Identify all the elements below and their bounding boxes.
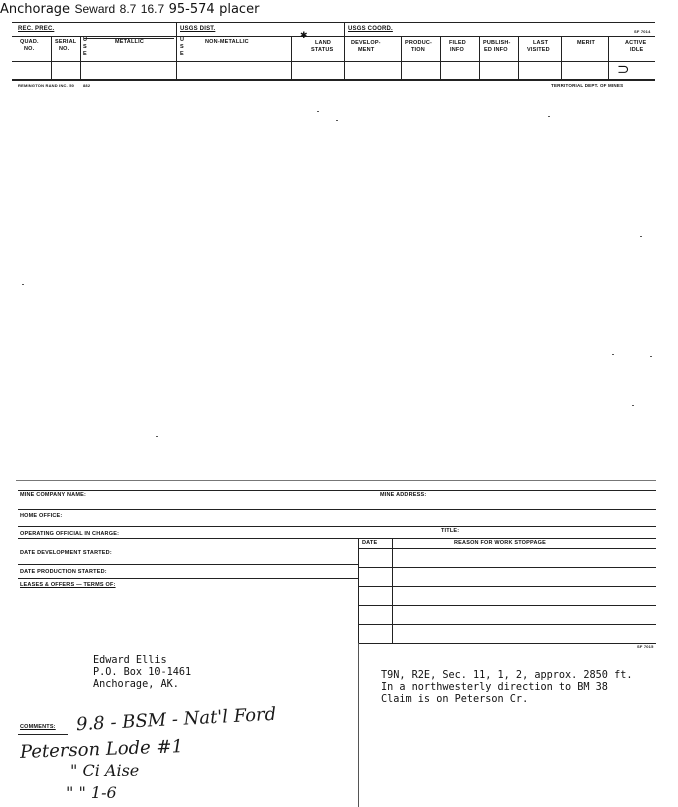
col-filed-2: INFO xyxy=(450,47,464,53)
rec-prec-label: REC. PREC. xyxy=(18,26,55,32)
col-quad: QUAD. xyxy=(20,39,39,45)
reason-col-label: REASON FOR WORK STOPPAGE xyxy=(454,540,546,546)
coord-b: 16.7 xyxy=(140,2,165,16)
col-metallic: METALLIC xyxy=(115,39,144,45)
col-use-b-3: E xyxy=(180,51,184,57)
owner-box: P.O. Box 10-1461 xyxy=(93,667,192,678)
divider xyxy=(358,605,656,606)
col-serial-no: NO. xyxy=(59,46,70,52)
divider xyxy=(358,567,656,568)
title-label: TITLE: xyxy=(441,528,460,534)
handwriting-line-2: Peterson Lode #1 xyxy=(19,736,184,763)
divider xyxy=(176,22,177,79)
col-use-a-2: S xyxy=(83,44,87,50)
col-active: ACTIVE xyxy=(625,40,647,46)
divider xyxy=(358,586,656,587)
divider xyxy=(18,526,656,527)
divider xyxy=(18,490,656,491)
col-use-b-1: U xyxy=(180,37,185,43)
date-col-label: DATE xyxy=(362,540,378,546)
divider xyxy=(358,548,656,549)
divider xyxy=(51,36,52,79)
claim-number: 95-574 xyxy=(168,2,215,17)
claim-type: placer xyxy=(219,2,260,17)
owner-address xyxy=(93,655,191,691)
header-rule xyxy=(12,36,655,37)
divider xyxy=(344,22,345,79)
divider xyxy=(358,624,656,625)
divider xyxy=(291,36,292,79)
divider xyxy=(18,509,656,510)
col-land: LAND xyxy=(315,40,332,46)
col-active-2: IDLE xyxy=(630,47,644,53)
col-publish-2: ED INFO xyxy=(484,47,508,53)
mine-company-label: MINE COMPANY NAME: xyxy=(20,492,87,498)
date-production-label: DATE PRODUCTION STARTED: xyxy=(20,569,107,575)
col-use-a-1: U xyxy=(83,37,88,43)
col-develop-2: MENT xyxy=(358,47,375,53)
divider xyxy=(358,643,656,644)
col-use-b-2: S xyxy=(180,44,184,50)
divider xyxy=(392,538,393,643)
divider xyxy=(18,564,358,565)
top-rule xyxy=(12,22,655,23)
owner-city: Anchorage, AK. xyxy=(93,679,179,690)
divider xyxy=(358,538,359,643)
location-line-1: T9N, R2E, Sec. 11, 1, 2, approx. 2850 ft. xyxy=(381,670,633,681)
owner-name: Edward Ellis xyxy=(93,655,167,666)
col-serial: SERIAL xyxy=(55,39,77,45)
divider xyxy=(608,36,609,79)
operating-official-label: OPERATING OFFICIAL IN CHARGE: xyxy=(20,531,120,537)
col-land-status: STATUS xyxy=(311,47,334,53)
printer-credit: REMINGTON RAND INC. 50 xyxy=(18,83,75,88)
location-note xyxy=(381,670,632,706)
col-merit: MERIT xyxy=(577,40,596,46)
handwriting-line-4: " " 1-6 xyxy=(66,783,117,802)
col-use-a-3: E xyxy=(83,51,87,57)
comments-label: COMMENTS: xyxy=(20,724,56,730)
mine-address-label: MINE ADDRESS: xyxy=(380,492,427,498)
dept-credit: TERRITORIAL DEPT. OF MINES xyxy=(551,83,624,88)
divider xyxy=(16,480,656,481)
coord-a: 8.7 xyxy=(119,2,137,16)
divider xyxy=(18,578,358,579)
col-quad-no: NO. xyxy=(24,46,35,52)
divider xyxy=(18,734,68,735)
usgs-dist-value: Seward xyxy=(74,2,116,16)
col-develop: DEVELOP- xyxy=(351,40,381,46)
row-rule xyxy=(12,61,655,62)
location-line-2: In a northwesterly direction to BM 38 xyxy=(381,682,608,693)
rec-prec-value: Anchorage xyxy=(0,2,71,17)
location-line-3: Claim is on Peterson Cr. xyxy=(381,694,529,705)
divider xyxy=(401,36,402,79)
col-non-metallic: NON-METALLIC xyxy=(205,39,249,45)
col-publish: PUBLISH- xyxy=(483,40,511,46)
divider xyxy=(18,538,656,539)
handwriting-line-1: 9.8 - BSM - Nat'l Ford xyxy=(75,703,277,736)
divider xyxy=(358,643,359,807)
col-last-2: VISITED xyxy=(527,47,550,53)
col-last: LAST xyxy=(533,40,549,46)
top-card xyxy=(0,0,678,88)
bottom-rule xyxy=(12,79,655,81)
col-produc: PRODUC- xyxy=(405,40,433,46)
check-mark-icon: ⊃ xyxy=(617,61,630,78)
col-filed: FILED xyxy=(449,40,466,46)
home-office-label: HOME OFFICE: xyxy=(20,513,63,519)
divider xyxy=(561,36,562,79)
divider xyxy=(440,36,441,79)
usgs-dist-label: USGS DIST. xyxy=(180,26,216,32)
divider xyxy=(479,36,480,79)
form-number: SF 7014 xyxy=(634,29,651,34)
divider xyxy=(80,36,81,79)
col-produc-2: TION xyxy=(411,47,425,53)
leases-label: LEASES & OFFERS — TERMS OF: xyxy=(20,582,116,588)
form-number-2: SF 7015 xyxy=(637,644,654,649)
usgs-coord-label: USGS COORD. xyxy=(348,26,393,32)
divider xyxy=(518,36,519,79)
mark-icon: ✱ xyxy=(300,30,308,40)
date-development-label: DATE DEVELOPMENT STARTED: xyxy=(20,550,112,556)
printer-code: 882 xyxy=(83,83,91,88)
handwriting-line-3: " Ci Aise xyxy=(70,761,140,780)
